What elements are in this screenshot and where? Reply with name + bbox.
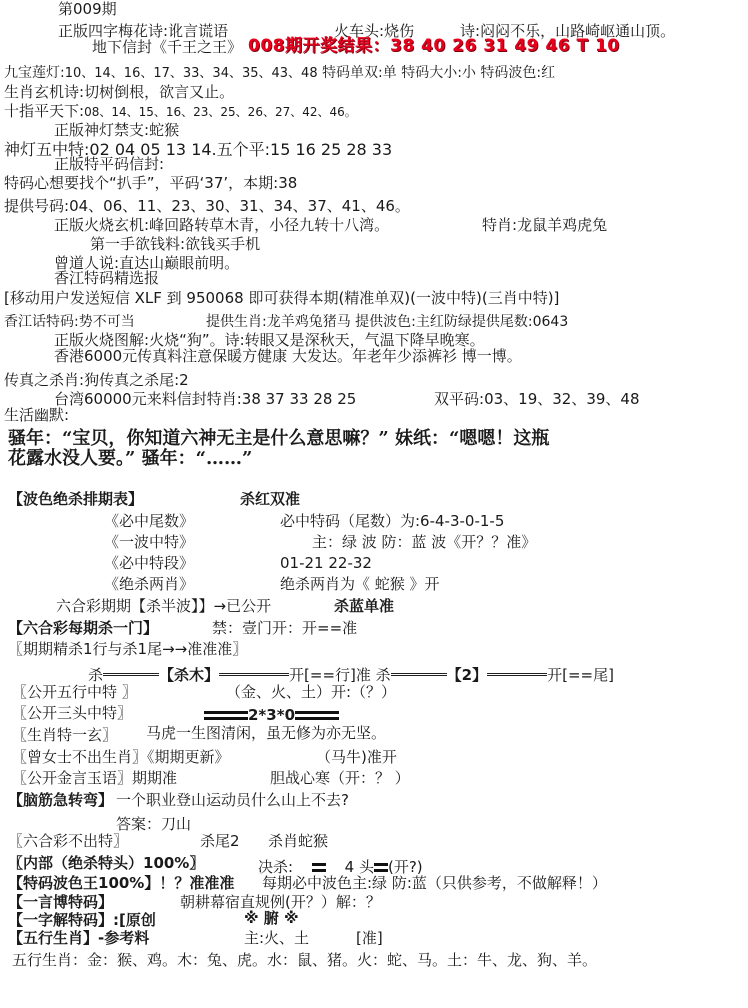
tw-60000-text: 38 37 33 28 25 xyxy=(241,390,357,408)
once-said-label: 曾道人说: xyxy=(54,254,120,272)
zodiac-riddle-label: 生肖玄机诗: xyxy=(4,83,85,101)
wave-table-title-right: 杀红双准 xyxy=(240,490,301,508)
double-rule xyxy=(391,673,447,679)
fire-mystery xyxy=(54,214,389,235)
wave-row-right: 01-21 22-32 xyxy=(280,554,372,572)
plum-poem-label: 正版四字梅花诗: xyxy=(58,22,169,40)
five-zodiac-line: 五行生肖：金：猴、鸡。木：兔、虎。水：鼠、猪。火：蛇、马。土：牛、龙、狗、羊。 xyxy=(12,951,598,969)
brain-teaser-answer-text: 刀山 xyxy=(161,815,192,833)
taboo-text: 蛇猴 xyxy=(149,121,180,139)
inner-kill-num: 4 xyxy=(344,858,355,876)
humor-label: 生活幽默: xyxy=(4,406,70,424)
tw-double-label: 双平码: xyxy=(434,390,485,408)
wave-value: 红 xyxy=(541,65,556,81)
zodiac-riddle-text: 切树倒根，欲言又止。 xyxy=(84,83,235,101)
five-zodiac-ref-main: 主:火、土 xyxy=(244,929,310,947)
first-hand-label: 第一手欲钱料: xyxy=(90,235,186,253)
fire-mystery-zodiac xyxy=(482,214,607,235)
zodiac-one-label: 〖生肖特一玄〗 xyxy=(12,726,118,744)
fire-picture-label: 正版火烧图解: xyxy=(54,331,150,349)
ten-fingers-text: 08、14、15、16、23、25、26、27、42、46。 xyxy=(84,105,357,119)
wave-row-left: 《绝杀两肖》 xyxy=(104,575,195,593)
fax-kill-text: 狗传真之杀尾:2 xyxy=(84,371,189,389)
golden-words-label: 〖公开金言玉语〗期期准 xyxy=(12,769,178,787)
half-wave: 六合彩期期【杀半波】】→已公开 xyxy=(56,597,272,615)
brain-teaser-answer-label: 答案： xyxy=(116,815,162,833)
humor-line-2: 花露水没人要。” 骚年：“……” xyxy=(8,448,253,469)
heart-code: 特码心想要找个“扒手”，平码‘37’，本期:38 xyxy=(4,174,298,192)
heavy-bar xyxy=(204,711,234,720)
hk-6000: 香港6000元传真料注意保暖方健康 大发达。年老年少添裤衫 博一博。 xyxy=(54,347,522,365)
draw-result-banner: 008期开奖结果：38 40 26 31 49 46 T 10 xyxy=(248,36,620,56)
kill-wood-c: 开[==行]准 xyxy=(289,666,371,684)
wave-row-left: 《必中特段》 xyxy=(104,554,195,572)
inner-kill-head: 头 xyxy=(358,858,374,876)
double-rule xyxy=(219,673,289,679)
five-elements-label: 〖公开五行中特 〗 xyxy=(12,683,137,701)
tw-double-value: 03、19、32、39、48 xyxy=(484,390,640,408)
sms-notice: [移动用户发送短信 XLF 到 950068 即可获得本期(精准单双)(一波中特)(三肖中特)] xyxy=(4,289,560,307)
miss-zeng-text: （马牛)准开 xyxy=(316,748,397,766)
provide-numbers-label: 提供号码: xyxy=(4,197,70,215)
fax-kill-label: 传真之杀肖: xyxy=(4,371,85,389)
nine-lamp-numbers: 10、14、16、17、33、34、35、43、48 xyxy=(64,66,318,81)
heavy-bar xyxy=(325,711,339,720)
issue-number: 第009期 xyxy=(58,0,117,18)
wave-king-text: 每期必中波色主:绿 防:蓝（只供参考，不做解释！） xyxy=(262,874,607,892)
three-tails-text: 2*3*0 xyxy=(248,706,295,724)
hk-words-text: 势不可当 xyxy=(78,314,135,330)
wave-label: 特码波色: xyxy=(480,65,542,81)
zodiac-one-text: 马虎一生图清闲，虽无修为亦无坚。 xyxy=(146,724,387,742)
one-char-label: 【一字解特码】:[原创 xyxy=(8,911,156,929)
nine-lamp-label: 九宝莲灯: xyxy=(4,65,65,81)
wave-king-label: 【特码波色王100%】！？准准准 xyxy=(8,874,235,892)
precise-kill: 〖期期精杀1行与杀1尾→→准准准〗 xyxy=(8,640,248,658)
not-out-zodiac: 杀肖蛇猴 xyxy=(268,832,329,850)
not-out-tail: 杀尾2 xyxy=(200,832,240,850)
plum-poem-value: 讹言谎语 xyxy=(168,22,229,40)
lamp-five-text: 02 04 05 13 14.五个平:15 16 25 28 33 xyxy=(89,140,393,159)
provide-wave-value: 主红防绿 xyxy=(415,314,472,330)
nine-lamp-line xyxy=(4,62,555,82)
ten-fingers-label: 十指平天下: xyxy=(4,102,85,120)
not-out-label: 〖六合彩不出特〗 xyxy=(8,832,129,850)
kill-wood-row xyxy=(88,664,614,685)
tw-double xyxy=(434,388,640,409)
double-rule xyxy=(487,673,547,679)
size-value: 小 xyxy=(461,65,476,81)
heavy-bar xyxy=(295,711,325,720)
size-label: 特码大小: xyxy=(401,65,462,81)
kill-wood-d: 杀 xyxy=(375,666,391,684)
double-rule xyxy=(103,673,159,679)
zodiac-riddle xyxy=(4,81,234,102)
taboo-label: 正版神灯禁支: xyxy=(54,121,150,139)
tw-60000 xyxy=(54,388,356,409)
wave-table-title: 【波色绝杀排期表】 xyxy=(8,490,144,508)
hk-words-provide xyxy=(206,311,568,331)
lhc-door-label: 【六合彩每期杀一门】 xyxy=(8,619,159,637)
fire-mystery-label: 正版火烧玄机: xyxy=(54,216,150,234)
brain-teaser-answer xyxy=(116,813,191,834)
provide-zodiac-label: 提供生肖: xyxy=(206,314,267,330)
wave-row-right: 主：绿 波 防：蓝 波《开？？准》 xyxy=(312,533,537,551)
once-said-text: 直达山巅眼前明。 xyxy=(119,254,240,272)
inner-kill-label: 〖内部（绝杀特头）100%〗 xyxy=(8,854,205,872)
odd-even-value: 单 xyxy=(382,65,397,81)
provide-wave-label: 提供波色: xyxy=(355,314,416,330)
underground-letter: 地下信封《千王之王》 xyxy=(92,38,243,56)
one-word-text: 朝耕幕宿直规例(开？）解：？ xyxy=(180,893,381,911)
kill-wood-b: 【杀木】 xyxy=(159,666,220,684)
first-hand xyxy=(90,233,260,254)
five-zodiac-ref-label: 【五行生肖】-参考料 xyxy=(8,929,150,947)
humor-line-1: 骚年：“宝贝，你知道六神无主是什么意思嘛？” 妹纸：“嗯嗯！这瓶 xyxy=(8,428,550,449)
wave-row-left: 《必中尾数》 xyxy=(104,512,195,530)
ten-fingers xyxy=(4,100,357,121)
golden-words-text: 胆战心寒（开：？ ） xyxy=(270,769,410,787)
fire-head-value: 烧伤 xyxy=(384,22,415,40)
fax-kill xyxy=(4,369,189,390)
heavy-bar xyxy=(312,863,326,872)
fire-head-label: 火车头: xyxy=(334,22,385,40)
five-zodiac-ref-accurate: [准] xyxy=(356,929,383,947)
inner-kill-open: (开?) xyxy=(387,858,423,876)
inner-kill-kill-label: 决杀: xyxy=(258,858,294,876)
kill-wood-a: 杀 xyxy=(88,666,104,684)
provide-numbers xyxy=(4,195,410,216)
poem-value: 闷闷不乐，山路崎岖通山顶。 xyxy=(480,22,676,40)
wave-row-left: 《一波中特》 xyxy=(104,533,195,551)
kill-wood-f: 开[==尾] xyxy=(547,666,614,684)
provide-numbers-text: 04、06、11、23、30、31、34、37、41、46。 xyxy=(69,197,410,215)
poem-label: 诗: xyxy=(460,22,481,40)
fire-mystery-zodiac-label: 特肖: xyxy=(482,216,518,234)
three-tails-label: 〖公开三头中特〗 xyxy=(12,704,133,722)
one-word-label: 【一言博特码】 xyxy=(8,893,114,911)
kill-wood-e: 【2】 xyxy=(446,666,488,684)
brain-teaser-label: 【脑筋急转弯】 xyxy=(8,791,114,809)
heavy-bar xyxy=(374,863,388,872)
hk-words-label: 香江话特码: xyxy=(4,314,79,330)
provide-zodiac-value: 龙羊鸡兔猪马 xyxy=(266,314,351,330)
provide-tail-value: 0643 xyxy=(532,314,569,330)
kill-blue: 杀蓝单准 xyxy=(334,597,395,615)
lhc-door-text: 禁：壹门开：开==准 xyxy=(212,619,358,637)
miss-zeng-label: 〖曾女士不出生肖〗《期期更新》 xyxy=(12,748,230,766)
odd-even-label: 特码单双: xyxy=(322,65,383,81)
heavy-bar xyxy=(234,711,248,720)
tw-60000-label: 台湾60000元来料信封特肖: xyxy=(54,390,242,408)
first-hand-text: 欲钱买手机 xyxy=(185,235,261,253)
hk-selection: 香江特码精选报 xyxy=(54,269,160,287)
five-elements-text: （金、火、土）开:（？） xyxy=(226,683,397,701)
fire-picture-text: 火烧“狗”。诗:转眼又是深秋天，气温下降早晚寒。 xyxy=(149,331,485,349)
provide-tail-label: 提供尾数: xyxy=(471,314,533,330)
flat-code-letter: 正版特平码信封: xyxy=(54,155,165,173)
brain-teaser-question: 一个职业登山运动员什么山上不去? xyxy=(116,791,349,809)
wave-row-right: 必中特码（尾数）为:6-4-3-0-1-5 xyxy=(280,512,505,530)
hk-words xyxy=(4,311,135,331)
fire-mystery-text: 峰回路转草木青，小径九转十八湾。 xyxy=(149,216,390,234)
three-tails-row xyxy=(204,706,339,724)
one-char-text: ※ 腑 ※ xyxy=(244,909,299,927)
wave-row-right: 绝杀两肖为《 蛇猴 》开 xyxy=(280,575,440,593)
lamp-five-label: 神灯五中特: xyxy=(4,140,90,159)
fire-mystery-zodiac-value: 龙鼠羊鸡虎兔 xyxy=(517,216,608,234)
